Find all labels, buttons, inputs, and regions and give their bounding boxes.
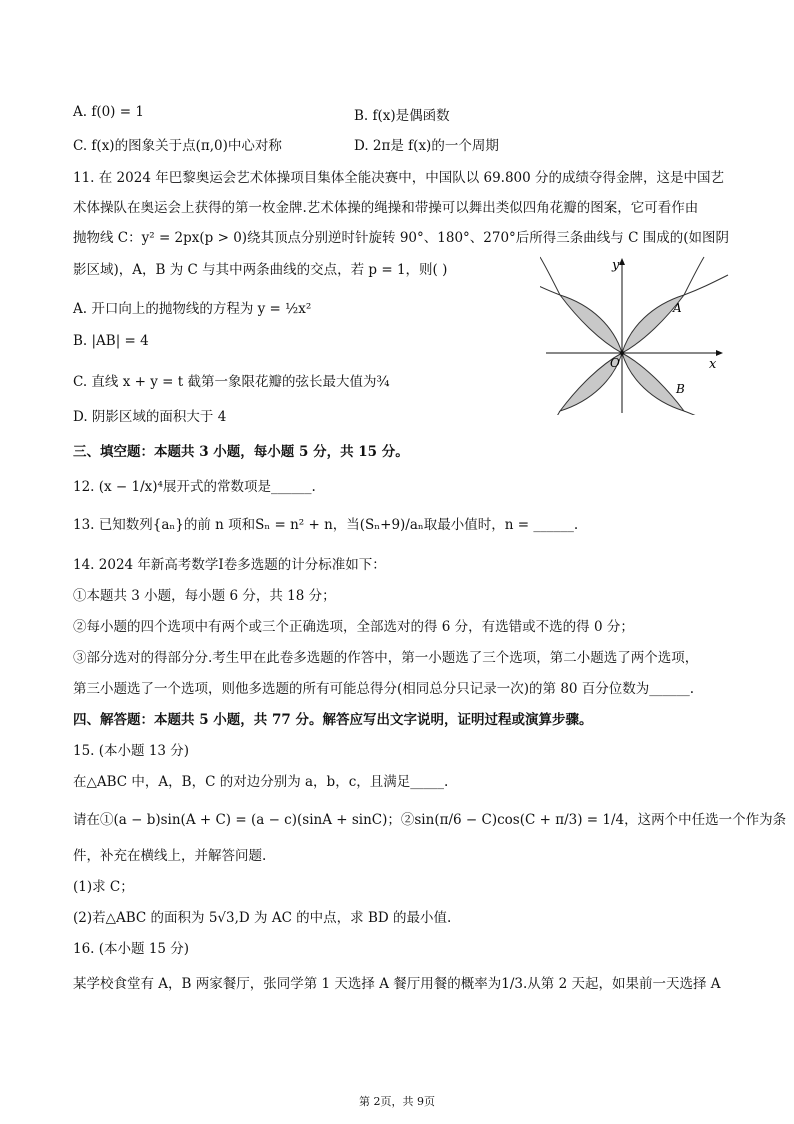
parabola-petal-figure [540,255,730,415]
axis-label-x: x [709,357,717,372]
q14-line1: 14. 2024 年新高考数学Ⅰ卷多选题的计分标准如下： [73,557,386,573]
section-3-heading: 三、填空题：本题共 3 小题，每小题 5 分，共 15 分。 [73,444,409,460]
axis-label-y: y [612,258,620,273]
q11-option-a: A. 开口向上的抛物线的方程为 y = ½x² [73,301,312,317]
q10-option-a: A. f(0) = 1 [73,104,144,120]
q11-option-b: B. |AB| = 4 [73,333,149,349]
q15-part2: (2)若△ABC 的面积为 5√3,D 为 AC 的中点，求 BD 的最小值. [73,910,452,926]
q11-line3: 抛物线 C：y² = 2px(p > 0)绕其顶点分别逆时针旋转 90°、180°、270°后所得三条曲线与 C 围成的(如图阴 [73,230,729,246]
q15-line1: 在△ABC 中，A，B，C 的对边分别为 a，b，c，且满足_____. [73,774,449,790]
q14-line5: 第三小题选了一个选项，则他多选题的所有可能总得分(相同总分只记录一次)的第 80 百分位数为______. [73,681,695,697]
point-label-a: A [673,301,682,315]
q16-line1: 某学校食堂有 A，B 两家餐厅，张同学第 1 天选择 A 餐厅用餐的概率为1/3.从第 2 天起，如果前一天选择 A [73,976,721,992]
q11-option-d: D. 阴影区域的面积大于 4 [73,409,227,425]
petal-quadrant-2 [560,295,622,353]
q11-line1: 11. 在 2024 年巴黎奥运会艺术体操项目集体全能决赛中，中国队以 69.800 分的成绩夺得金牌，这是中国艺 [73,170,725,186]
q14-line3: ②每小题的四个选项中有两个或三个正确选项，全部选对的得 6 分，有选错或不选的得 0 分； [73,619,634,635]
q16-head: 16. (本小题 15 分) [73,941,190,957]
section-4-heading: 四、解答题：本题共 5 小题，共 77 分。解答应写出文字说明，证明过程或演算步骤。 [73,712,593,728]
page-footer: 第 2页，共 9页 [359,1095,435,1108]
q10-option-b: B. f(x)是偶函数 [354,108,450,124]
q10-option-c: C. f(x)的图象关于点(π,0)中心对称 [73,138,282,154]
q15-line3: 件，补充在横线上，并解答问题. [73,848,267,864]
q15-head: 15. (本小题 13 分) [73,743,190,759]
q11-option-c: C. 直线 x + y = t 截第一象限花瓣的弦长最大值为¾ [73,374,390,390]
q13-text: 13. 已知数列{aₙ}的前 n 项和Sₙ = n² + n，当(Sₙ+9)/aₙ取最小值时，n = ______. [73,517,579,533]
q11-line2: 术体操队在奥运会上获得的第一枚金牌.艺术体操的绳操和带操可以舞出类似四角花瓣的图案，它可看作由 [73,200,699,216]
petal-quadrant-4 [622,353,684,411]
q14-line2: ①本题共 3 小题，每小题 6 分，共 18 分； [73,588,336,604]
q12-text: 12. (x − 1/x)⁴展开式的常数项是______. [73,479,316,495]
origin-label: O [610,356,620,370]
q14-line4: ③部分选对的得部分分.考生甲在此卷多选题的作答中，第一小题选了三个选项，第二小题选了两个选项， [73,650,699,666]
q15-line2: 请在①(a − b)sin(A + C) = (a − c)(sinA + sinC)；②sin(π/6 − C)cos(C + π/3) = 1/4，这两个中任选一个作为条 [73,812,787,828]
point-label-b: B [676,382,685,396]
q11-line4: 影区域)，A，B 为 C 与其中两条曲线的交点，若 p = 1，则( ) [73,262,448,278]
q15-part1: (1)求 C； [73,879,134,895]
q10-option-d: D. 2π是 f(x)的一个周期 [354,138,499,154]
